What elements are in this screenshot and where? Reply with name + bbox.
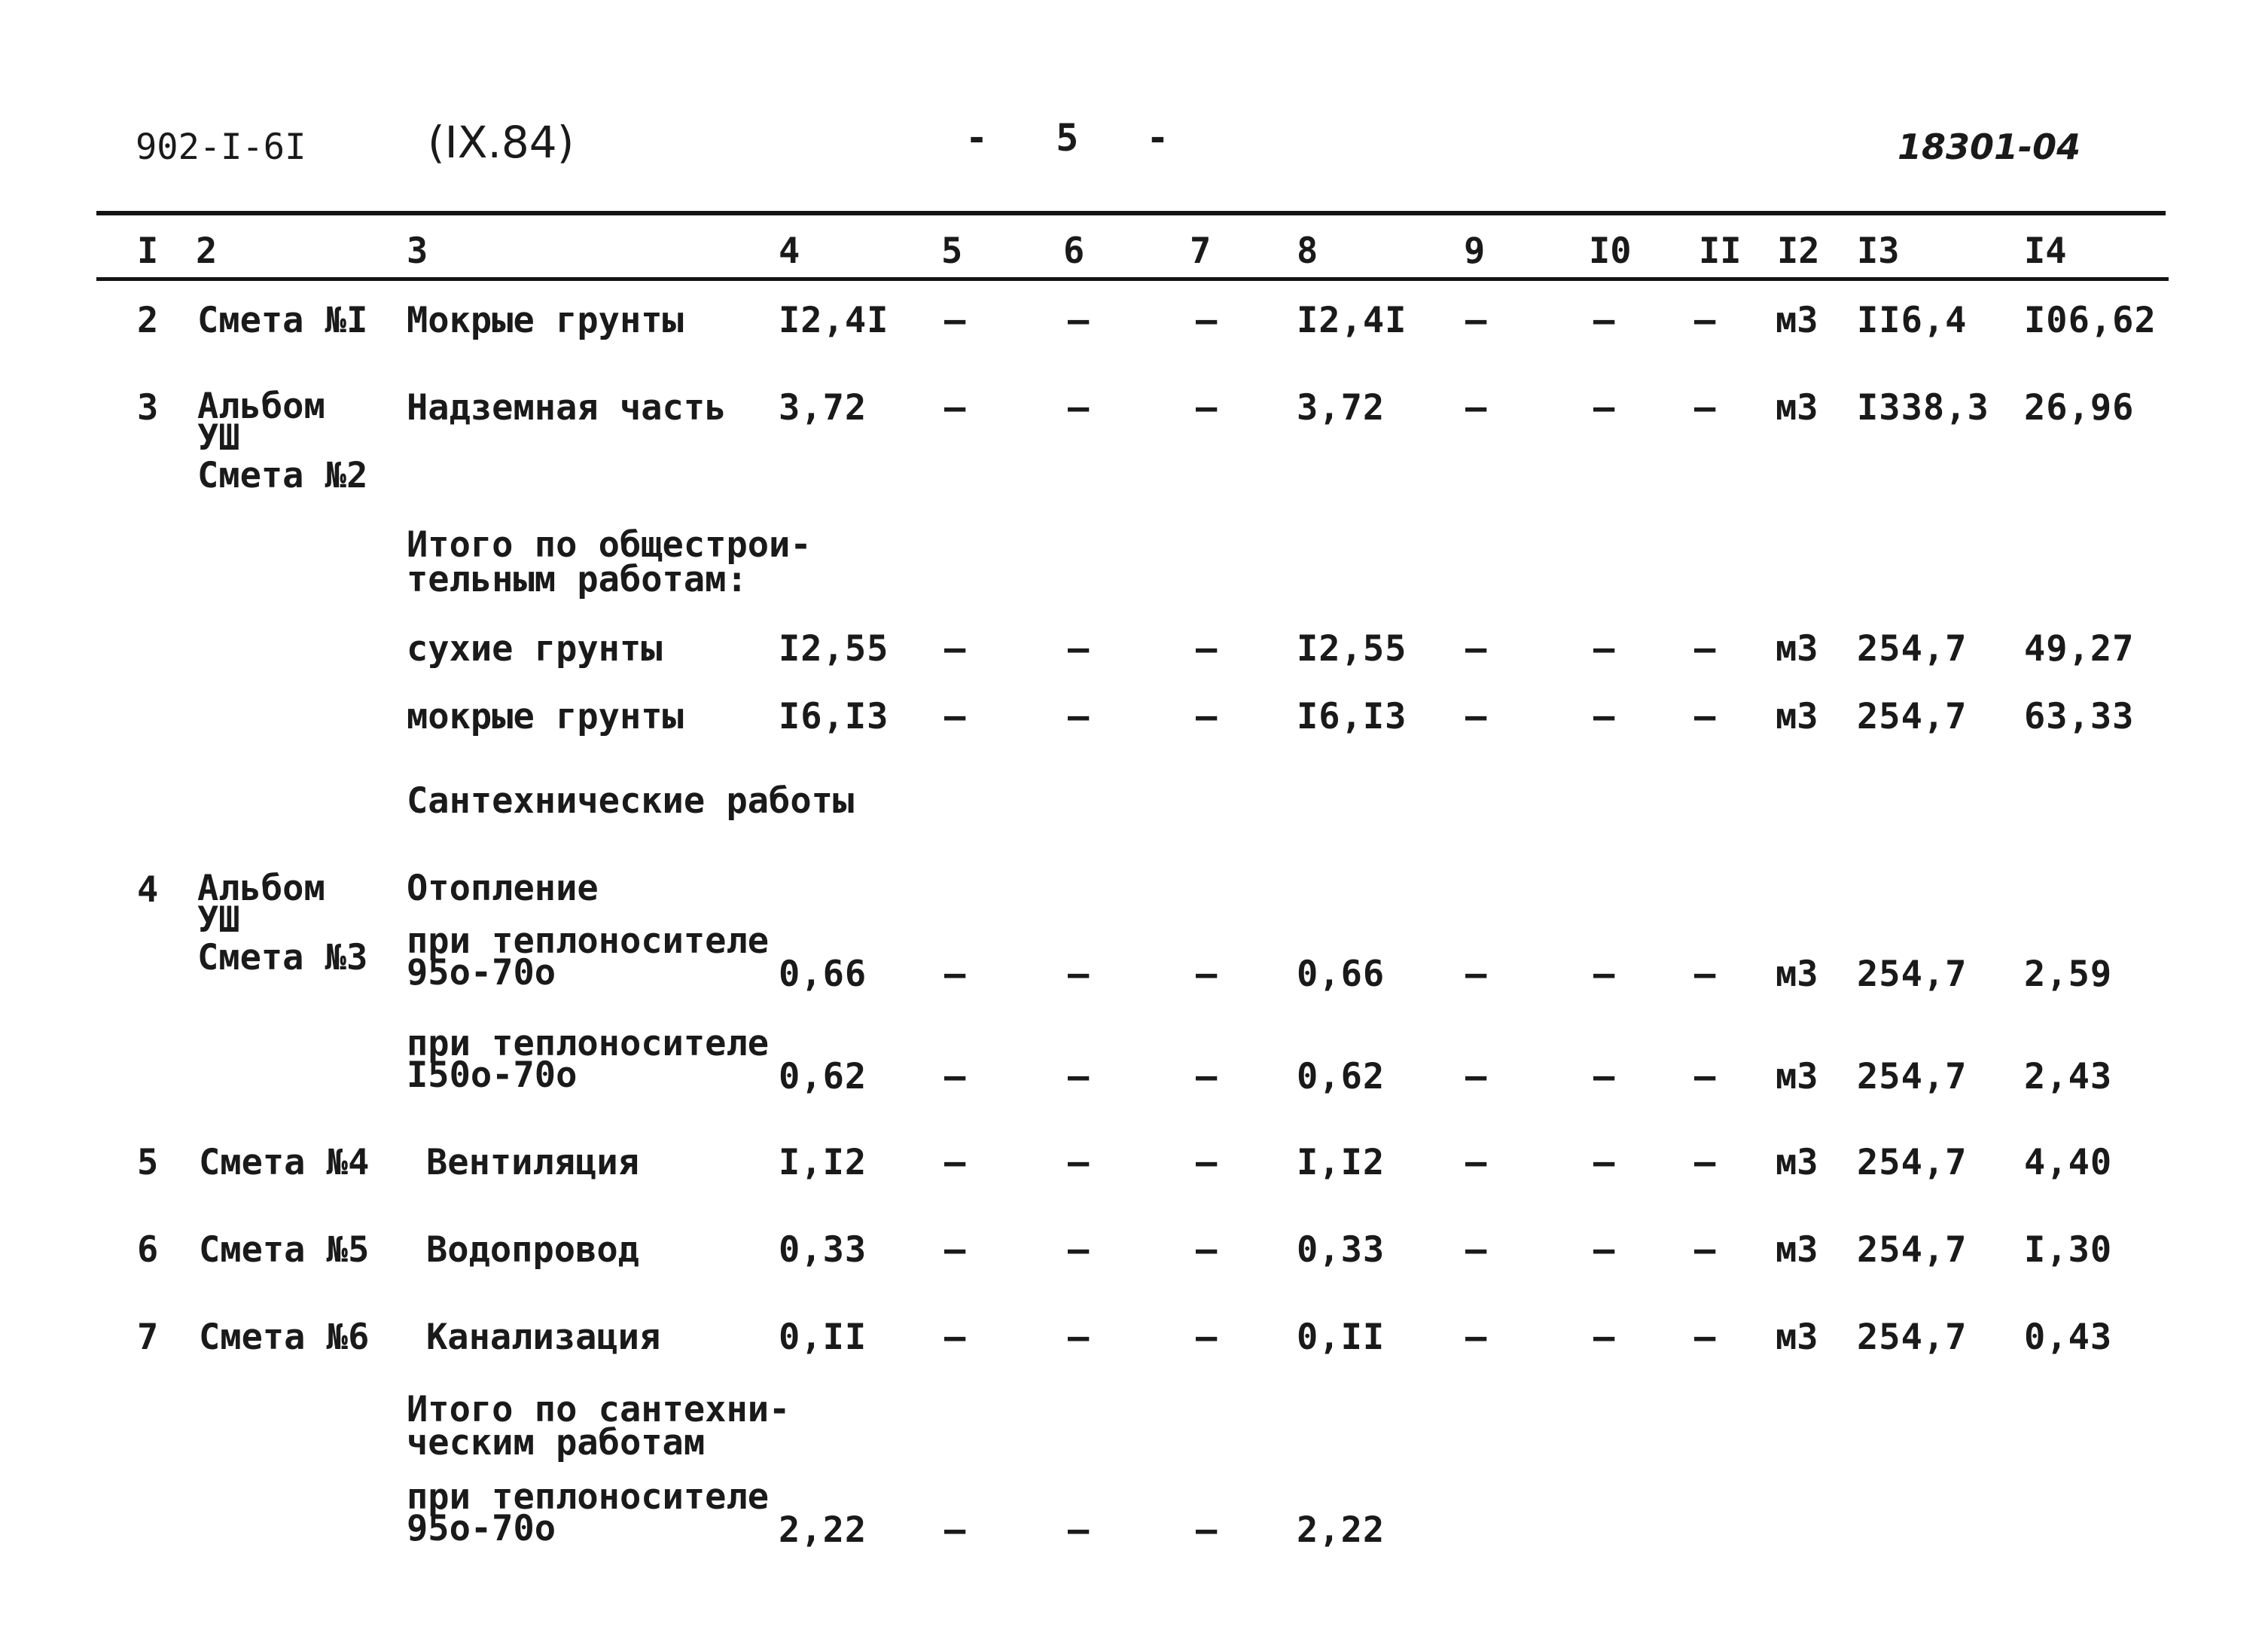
date-code: (IX.84) [428, 117, 575, 168]
column-header: 2 [196, 230, 218, 272]
row-number: 7 [137, 1317, 159, 1358]
column-header: I4 [2024, 230, 2067, 272]
dash-cell: – [944, 1509, 966, 1551]
reference-cell: Смета №I [197, 300, 368, 341]
dash-cell: – [1593, 1056, 1615, 1097]
column-header: 9 [1464, 230, 1486, 272]
value-cell: 254,7 [1857, 1142, 1968, 1183]
dash-cell: – [1465, 954, 1487, 995]
unit-cell: м3 [1776, 954, 1818, 995]
value-cell: I,I2 [1297, 1142, 1385, 1183]
column-header: 8 [1297, 230, 1318, 272]
dash-cell: – [1465, 1317, 1487, 1358]
value-cell: 254,7 [1857, 628, 1968, 670]
dash-cell: – [1196, 628, 1218, 670]
description-cell: при теплоносителе [407, 1023, 770, 1064]
reference-cell: Смета №5 [199, 1229, 370, 1271]
unit-cell: м3 [1776, 1229, 1818, 1271]
value-cell: 2,59 [2024, 954, 2113, 995]
value-cell: 0,II [779, 1317, 867, 1358]
dash-cell: – [1196, 1229, 1218, 1271]
dash-cell: – [1694, 1317, 1716, 1358]
value-cell: 254,7 [1857, 1229, 1968, 1271]
description-cell: Надземная часть [407, 387, 727, 429]
description-cell: 95о-70о [407, 1508, 556, 1549]
reference-cell: Смета №6 [199, 1317, 370, 1358]
value-cell: 2,22 [1297, 1509, 1385, 1551]
archive-number: 18301-04 [1898, 127, 2081, 167]
dash-cell: – [1068, 1229, 1090, 1271]
dash-cell: – [944, 1142, 966, 1183]
unit-cell: м3 [1776, 628, 1818, 670]
dash-cell: – [1196, 696, 1218, 737]
dash-cell: – [1068, 1142, 1090, 1183]
value-cell: 2,22 [779, 1509, 867, 1551]
description-cell: тельным работам: [407, 559, 748, 600]
value-cell: I06,62 [2024, 300, 2157, 341]
dash-cell: – [1068, 628, 1090, 670]
value-cell: I,I2 [779, 1142, 867, 1183]
row-number: 3 [137, 387, 159, 429]
unit-cell: м3 [1776, 1142, 1818, 1183]
dash-cell: – [1465, 696, 1487, 737]
document-code: 902-I-6I [136, 127, 306, 168]
description-cell: ческим работам [407, 1422, 706, 1463]
description-cell: Итого по общестрои- [407, 524, 812, 566]
value-cell: 254,7 [1857, 696, 1968, 737]
value-cell: 254,7 [1857, 954, 1968, 995]
dash-cell: – [1068, 300, 1090, 341]
description-cell: при теплоносителе [407, 920, 770, 962]
dash-cell: – [1694, 300, 1716, 341]
description-cell: при теплоносителе [407, 1476, 770, 1518]
dash-cell: – [1465, 300, 1487, 341]
description-cell: Водопровод [426, 1229, 639, 1271]
value-cell: 49,27 [2024, 628, 2135, 670]
dash-cell: – [1465, 1056, 1487, 1097]
description-cell: мокрые грунты [407, 696, 684, 737]
dash-cell: – [944, 1317, 966, 1358]
value-cell: I2,55 [779, 628, 889, 670]
description-cell: сухие грунты [407, 628, 663, 670]
reference-cell: Смета №4 [199, 1142, 370, 1183]
dash-cell: – [1196, 300, 1218, 341]
dash-cell: – [1196, 954, 1218, 995]
dash-cell: – [1593, 696, 1615, 737]
row-number: 6 [137, 1229, 159, 1271]
dash-cell: – [1593, 300, 1615, 341]
value-cell: 254,7 [1857, 1317, 1968, 1358]
dash-cell: – [1694, 387, 1716, 429]
unit-cell: м3 [1776, 1056, 1818, 1097]
value-cell: 2,43 [2024, 1056, 2113, 1097]
dash-cell: – [1196, 387, 1218, 429]
reference-cell: Альбом [197, 868, 325, 909]
dash-cell: – [944, 954, 966, 995]
column-header: I2 [1777, 230, 1820, 272]
reference-cell: Альбом [197, 386, 325, 427]
value-cell: I6,I3 [1297, 696, 1407, 737]
dash-cell: – [1694, 1142, 1716, 1183]
dash-cell: – [1694, 954, 1716, 995]
dash-cell: – [1593, 1142, 1615, 1183]
dash-cell: – [944, 628, 966, 670]
dash-cell: – [1593, 628, 1615, 670]
dash-cell: – [1593, 954, 1615, 995]
dash-cell: – [1465, 628, 1487, 670]
dash-cell: – [1465, 1142, 1487, 1183]
reference-cell: Смета №3 [197, 937, 368, 978]
header-bottom-rule [96, 277, 2169, 281]
description-cell: Итого по сантехни- [407, 1389, 791, 1430]
description-cell: Мокрые грунты [407, 300, 684, 341]
dash-cell: – [1593, 387, 1615, 429]
value-cell: I338,3 [1857, 387, 1989, 429]
dash-cell: – [1068, 1056, 1090, 1097]
column-header: I3 [1857, 230, 1900, 272]
value-cell: 0,66 [779, 954, 867, 995]
value-cell: 0,66 [1297, 954, 1385, 995]
dash-cell: – [1196, 1509, 1218, 1551]
dash-cell: – [1068, 954, 1090, 995]
dash-cell: – [1593, 1317, 1615, 1358]
reference-cell: Смета №2 [197, 455, 368, 496]
value-cell: 26,96 [2024, 387, 2135, 429]
description-cell: Канализация [426, 1317, 661, 1358]
column-header: 5 [941, 230, 963, 272]
dash-cell: – [1465, 1229, 1487, 1271]
dash-cell: – [1694, 696, 1716, 737]
value-cell: II6,4 [1857, 300, 1968, 341]
row-number: 5 [137, 1142, 159, 1183]
dash-cell: – [1196, 1056, 1218, 1097]
value-cell: 3,72 [1297, 387, 1385, 429]
dash-cell: – [1068, 387, 1090, 429]
page-number: - 5 - [965, 116, 1169, 160]
description-cell: I50о-70о [407, 1054, 578, 1096]
dash-cell: – [1196, 1142, 1218, 1183]
section-heading: Сантехнические работы [407, 780, 855, 822]
value-cell: 4,40 [2024, 1142, 2113, 1183]
unit-cell: м3 [1776, 1317, 1818, 1358]
dash-cell: – [1196, 1317, 1218, 1358]
value-cell: I6,I3 [779, 696, 889, 737]
value-cell: 0,62 [779, 1056, 867, 1097]
unit-cell: м3 [1776, 300, 1818, 341]
dash-cell: – [1694, 628, 1716, 670]
dash-cell: – [1068, 1509, 1090, 1551]
value-cell: 0,43 [2024, 1317, 2113, 1358]
value-cell: 0,II [1297, 1317, 1385, 1358]
column-header: I0 [1589, 230, 1632, 272]
dash-cell: – [944, 696, 966, 737]
dash-cell: – [944, 1229, 966, 1271]
dash-cell: – [944, 1056, 966, 1097]
value-cell: I2,4I [779, 300, 889, 341]
row-number: 4 [137, 869, 159, 911]
value-cell: 63,33 [2024, 696, 2135, 737]
reference-cell: УШ [197, 899, 240, 941]
value-cell: 0,33 [1297, 1229, 1385, 1271]
value-cell: 0,62 [1297, 1056, 1385, 1097]
column-header: 4 [779, 230, 800, 272]
value-cell: 3,72 [779, 387, 867, 429]
dash-cell: – [1694, 1056, 1716, 1097]
dash-cell: – [1068, 1317, 1090, 1358]
row-number: 2 [137, 300, 159, 341]
column-header: 6 [1063, 230, 1085, 272]
description-cell: Отопление [407, 868, 599, 909]
value-cell: I2,55 [1297, 628, 1407, 670]
dash-cell: – [1465, 387, 1487, 429]
table-top-rule [96, 211, 2166, 215]
column-header: 3 [407, 230, 428, 272]
value-cell: 254,7 [1857, 1056, 1968, 1097]
reference-cell: УШ [197, 417, 240, 459]
column-header: II [1699, 230, 1742, 272]
unit-cell: м3 [1776, 387, 1818, 429]
description-cell: Вентиляция [426, 1142, 639, 1183]
description-cell: 95о-70о [407, 952, 556, 993]
column-header: I [137, 230, 159, 272]
value-cell: I,30 [2024, 1229, 2113, 1271]
dash-cell: – [944, 387, 966, 429]
value-cell: I2,4I [1297, 300, 1407, 341]
dash-cell: – [1068, 696, 1090, 737]
dash-cell: – [1694, 1229, 1716, 1271]
unit-cell: м3 [1776, 696, 1818, 737]
dash-cell: – [1593, 1229, 1615, 1271]
dash-cell: – [944, 300, 966, 341]
column-header: 7 [1190, 230, 1212, 272]
value-cell: 0,33 [779, 1229, 867, 1271]
